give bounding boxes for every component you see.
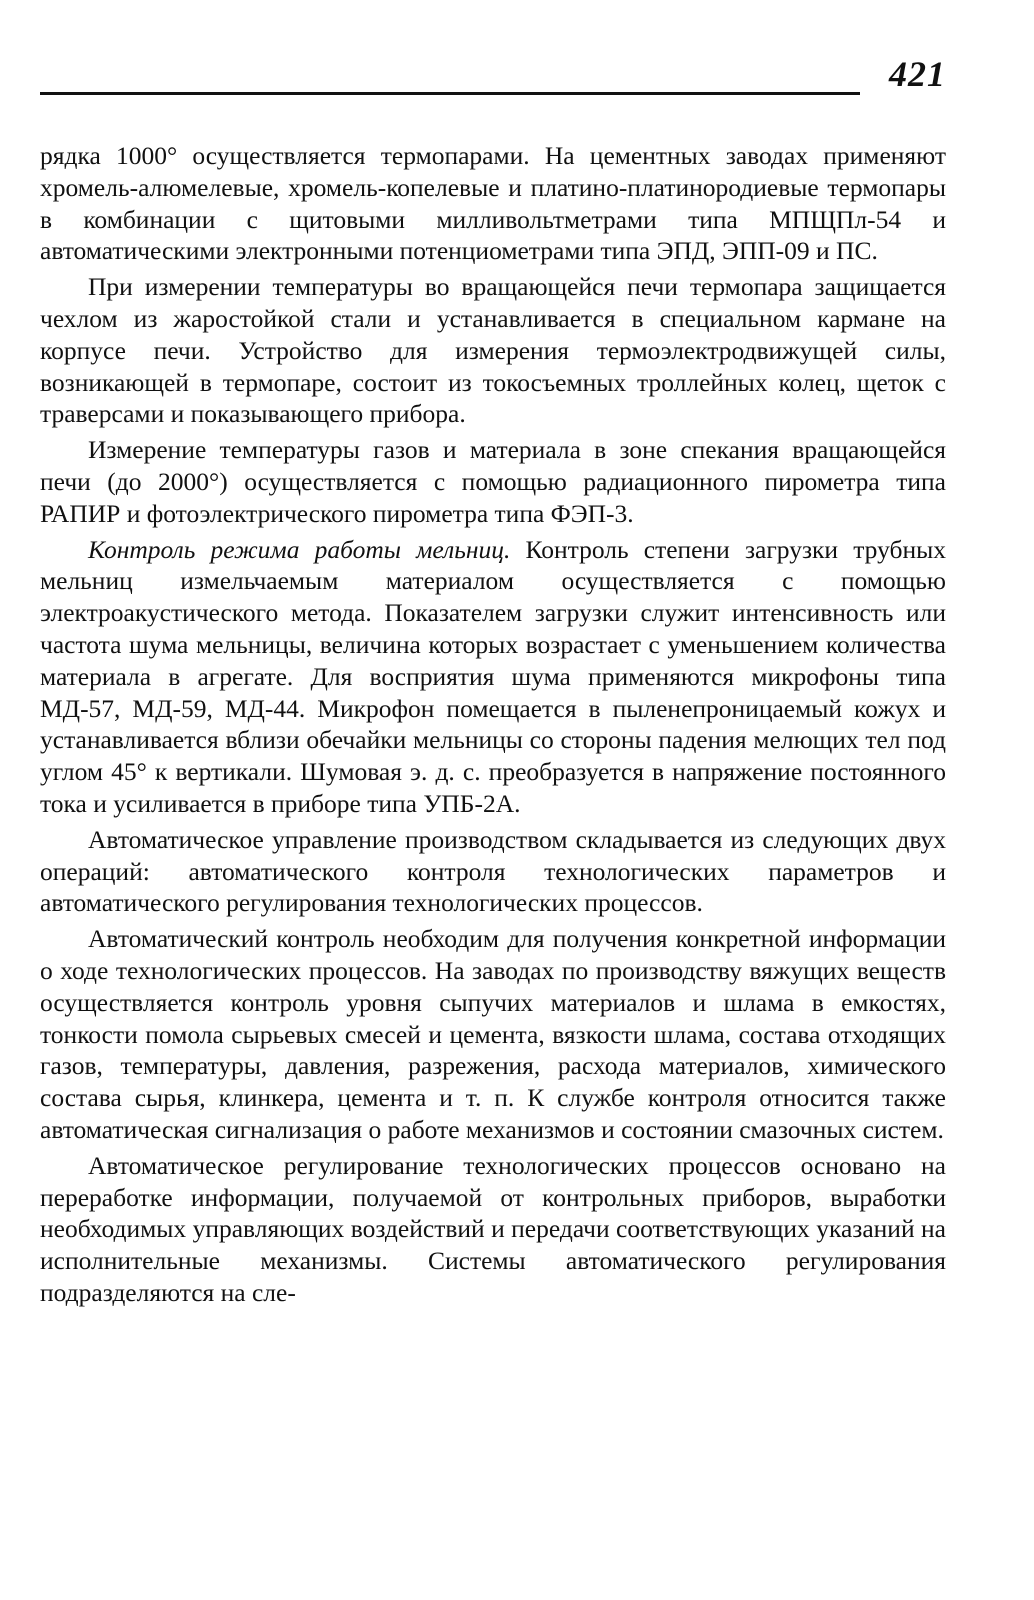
paragraph-6: Автоматический контроль необходим для получения конкретной информации о ходе технологических процессов. На заводах по производству вяжущих веществ осуществляется контроль уровня сыпучих материалов и шлама в емкостях, тонкости помола сырьевых смесей и цемента, вязкости шлама, состава отходящих газов, температуры, давления, разрежения, расхода материалов, химического состава сырья, клинкера, цемента и т. п. К службе контроля относится также автоматическая сигнализация о работе механизмов и состоянии смазочных систем. bbox=[40, 924, 946, 1144]
header-rule bbox=[40, 92, 860, 95]
paragraph-4 bbox=[40, 534, 946, 820]
page-header bbox=[40, 52, 946, 104]
body-text bbox=[40, 140, 946, 1313]
page-number: 421 bbox=[889, 54, 946, 94]
paragraph-4-text: Контроль степени загрузки трубных мельниц измельчаемым материалом осуществляется с помощью электроакустического метода. Показателем загрузки служит интенсивность или частота шума мельницы, величина которых возрастает с уменьшением количества материала в агрегате. Для восприятия шума применяются микрофоны типа МД-57, МД-59, МД-44. Микрофон помещается в пыленепроницаемый кожух и устанавливается вблизи обечайки мельницы со стороны падения мелющих тел под углом 45° к вертикали. Шумовая э. д. с. преобразуется в напряжение постоянного тока и усиливается в приборе типа УПБ-2А. bbox=[40, 534, 946, 818]
paragraph-2: При измерении температуры во вращающейся печи термопара защищается чехлом из жаростойкой стали и устанавливается в специальном кармане на корпусе печи. Устройство для измерения термоэлектродвижущей силы, возникающей в термопаре, состоит из токосъемных троллейных колец, щеток с траверсами и показывающего прибора. bbox=[40, 272, 946, 429]
paragraph-7: Автоматическое регулирование технологических процессов основано на переработке информации, получаемой от контрольных приборов, выработки необходимых управляющих воздействий и передачи соответствующих указаний на исполнительные механизмы. Системы автоматического регулирования подразделяются на сле- bbox=[40, 1150, 946, 1307]
paragraph-1: рядка 1000° осуществляется термопарами. На цементных заводах применяют хромель-алюмелевые, хромель-копелевые и платино-платинородиевые термопары в комбинации с щитовыми милливольтметрами типа МПЩПл-54 и автоматическими электронными потенциометрами типа ЭПД, ЭПП-09 и ПС. bbox=[40, 141, 946, 266]
section-run-in-heading: Контроль режима работы мельниц. bbox=[88, 534, 511, 564]
paragraph-3: Измерение температуры газов и материала в зоне спекания вращающейся печи (до 2000°) осуществляется с помощью радиационного пирометра типа РАПИР и фотоэлектрического пирометра типа ФЭП-3. bbox=[40, 435, 946, 528]
paragraph-5: Автоматическое управление производством складывается из следующих двух операций: автоматического контроля технологических параметров и автоматического регулирования технологических процессов. bbox=[40, 824, 946, 918]
